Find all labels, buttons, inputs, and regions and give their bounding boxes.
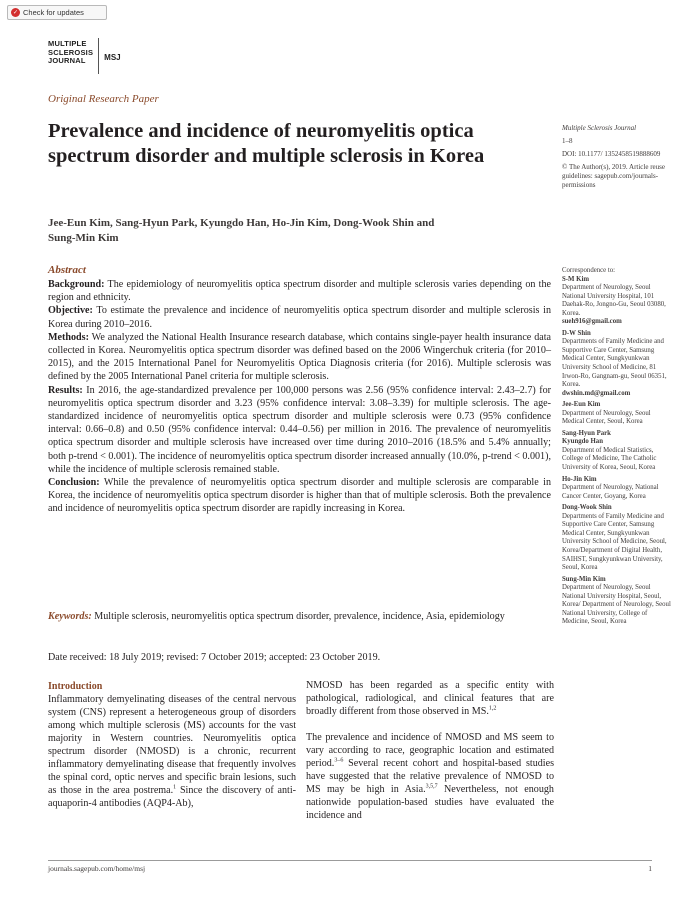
logo-wordmark xyxy=(48,40,93,66)
abstract-results xyxy=(48,384,551,476)
intro-paragraph-3 xyxy=(306,731,554,822)
intro-text-6: Nevertheless, not enough nationwide population-based studies have evaluated the incidence and xyxy=(306,784,554,821)
intro-paragraph-2 xyxy=(306,679,554,718)
author-affiliation: Department of Neurology, Seoul Medical Center, Seoul, Korea xyxy=(562,409,651,426)
keywords-text: Multiple sclerosis, neuromyelitis optica spectrum disorder, prevalence, incidence, Asia, epidemiology xyxy=(94,611,505,622)
intro-text-2: Since the discovery of anti-aquaporin-4 antibodies (AQP4-Ab), xyxy=(48,785,296,809)
logo-line-3: JOURNAL xyxy=(48,56,86,65)
page-range: 1–8 xyxy=(562,137,573,145)
logo-line-1: MULTIPLE xyxy=(48,39,87,48)
objective-label: Objective: xyxy=(48,305,93,317)
author-affiliation: Department of Neurology, Seoul National University Hospital, 101 Daehak-Ro, Jongno-Gu, Seoul 03080, Korea. xyxy=(562,284,666,317)
intro-text-1: Inflammatory demyelinating diseases of the central nervous system (CNS) represent a heterogeneous group of disorders among which multiple sclerosis (MS) accounts for the vast majority in Western countries. Neuromyelitis optica spectrum disorder (NMOSD) is a chronic, recurrent inflammatory demyelinating disease that frequently involves the spinal cord, optic nerves and specific brain lesions, such as those in the area postrema. xyxy=(48,694,296,796)
article-title: Prevalence and incidence of neuromyelitis optica spectrum disorder and multiple sclerosis in Korea xyxy=(48,120,485,167)
methods-label: Methods: xyxy=(48,331,89,343)
logo-line-2: SCLEROSIS xyxy=(48,47,94,57)
body-column-left xyxy=(48,680,296,810)
copyright-notice: © The Author(s), 2019. Article reuse guidelines: sagepub.com/journals-permissions xyxy=(562,163,665,189)
results-label: Results: xyxy=(48,384,83,396)
correspondence-sidebar xyxy=(562,267,672,630)
abstract-methods xyxy=(48,331,551,384)
footer-divider xyxy=(48,860,652,861)
keywords-label: Keywords: xyxy=(48,611,92,622)
objective-text: To estimate the prevalence and incidence of neuromyelitis optica spectrum disorder and multiple sclerosis in Korea during 2010–2016. xyxy=(48,305,551,330)
author-email: dwshin.md@gmail.com xyxy=(562,389,631,397)
article-dates: Date received: 18 July 2019; revised: 7 October 2019; accepted: 23 October 2019. xyxy=(48,652,381,663)
intro-text-3: NMOSD has been regarded as a specific entity with pathological, radiological, and clinical features that are broadly different from those observed in MS. xyxy=(306,680,554,717)
doi: DOI: 10.1177/ 1352458519888609 xyxy=(562,150,661,158)
check-updates-label: Check for updates xyxy=(23,8,84,17)
citation-ref: 1 xyxy=(173,784,177,791)
author-name: Ho-Jin Kim xyxy=(562,475,597,483)
author-affiliation: Department of Medical Statistics, College of Medicine, The Catholic University of Korea, Seoul, Korea xyxy=(562,446,657,472)
intro-paragraph-1 xyxy=(48,693,296,810)
logo-divider xyxy=(98,38,99,74)
article-type: Original Research Paper xyxy=(48,93,159,105)
page-number: 1 xyxy=(648,864,652,873)
results-text: In 2016, the age-standardized prevalence per 100,000 persons was 2.56 (95% confidence interval: 2.43–2.7) for neuromyelitis optica spectrum disorder and 3.23 (95% confidence interval: 3.08–3.39) for multiple sclerosis. The age-standardized incidence of neuromyelitis optica spectrum disorder and multiple sclerosis were 0.73 (95% confidence interval: 0.66–0.8) and 0.50 (95% confidence interval: 0.44–0.56) per million in 2016. The prevalence of neuromyelitis optica spectrum disorder and multiple sclerosis have increased over time during 2010–2016 (18.5% and 5.4% annually; both p-trend < 0.001). The incidence of neuromyelitis optica spectrum disorder increased annually (10.0%, p-trend < 0.001), while the incidence of multiple sclerosis remained stable. xyxy=(48,384,552,475)
correspondence-author xyxy=(562,276,672,327)
article-meta xyxy=(562,124,670,194)
abstract-background xyxy=(48,278,551,304)
methods-text: We analyzed the National Health Insurance research database, which contains single-payer health insurance data collected in Korea. Neuromyelitis optica spectrum disorder was defined based on the 2006 Wingerchuk criteria (for 2010–2015), and the 2015 International Panel for Neuromyelitis Optica Diagnosis criteria (for 2016). Multiple sclerosis was defined by the 2005 International Panel criteria for multiple sclerosis. xyxy=(48,331,551,383)
introduction-heading: Introduction xyxy=(48,681,103,692)
affiliation-entry xyxy=(562,430,672,473)
affiliation-entry xyxy=(562,476,672,502)
author-affiliation: Department of Neurology, National Cancer Center, Goyang, Korea xyxy=(562,484,659,500)
keywords xyxy=(48,610,551,624)
correspondence-author xyxy=(562,330,672,398)
check-for-updates-button[interactable] xyxy=(7,5,107,20)
citation-ref: 3,5,7 xyxy=(425,783,438,790)
intro-text-4: The prevalence and incidence of NMOSD and MS seem to vary according to race, geographic location and estimated period. xyxy=(306,732,554,769)
author-name: Kyungdo Han xyxy=(562,438,603,446)
abstract-heading: Abstract xyxy=(48,264,86,276)
affiliation-entry xyxy=(562,504,672,572)
correspondence-label: Correspondence to: xyxy=(562,267,616,274)
author-affiliation: Department of Neurology, Seoul National University Hospital, Seoul, Korea/ Department of Neurology, Seoul National University, College of Medicine, Seoul, Korea xyxy=(562,584,671,626)
abstract-objective xyxy=(48,304,551,330)
intro-text-5: Several recent cohort and hospital-based studies have suggested that the relative prevalence of NMOSD to MS may be high in Asia. xyxy=(306,758,554,795)
affiliation-entry xyxy=(562,576,672,627)
conclusion-text: While the prevalence of neuromyelitis optica spectrum disorder and multiple sclerosis are comparable in Korea, the incidence of neuromyelitis optica spectrum disorder is higher than that of multiple sclerosis. Both the prevalence and incidence of neuromyelitis optica spectrum disorder are rapidly increasing in Korea. xyxy=(48,477,551,515)
background-text: The epidemiology of neuromyelitis optica spectrum disorder and multiple sclerosis varies depending on the region and ethnicity. xyxy=(48,279,551,304)
abstract-conclusion xyxy=(48,476,551,516)
abstract-body xyxy=(48,278,551,516)
author-affiliation: Departments of Family Medicine and Supportive Care Center, Samsung Medical Center, Sungkyunkwan University School of Medicine, Seoul, Korea/Department of Digital Health, SAIHST, Sungkyunkwan University, Seoul, Korea xyxy=(562,512,667,572)
author-name: Jee-Eun Kim xyxy=(562,401,601,409)
affiliation-entry xyxy=(562,401,672,427)
citation-ref: 1,2 xyxy=(488,705,497,712)
background-label: Background: xyxy=(48,279,105,290)
author-affiliation: Departments of Family Medicine and Supportive Care Center, Samsung Medical Center, Sungkyunkwan University School of Medicine, 81 Irwon-Ro, Gangnam-gu, Seoul 06351, Korea. xyxy=(562,338,667,389)
author-list: Jee-Eun Kim, Sang-Hyun Park, Kyungdo Han, Ho-Jin Kim, Dong-Wook Shin and Sung-Min Kim xyxy=(48,217,435,244)
journal-name: Multiple Sclerosis Journal xyxy=(562,124,637,132)
footer-journal-url[interactable]: journals.sagepub.com/home/msj xyxy=(48,864,146,873)
body-column-right xyxy=(306,679,554,822)
author-email: sueh916@gmail.com xyxy=(562,318,622,326)
logo-abbreviation: MSJ xyxy=(104,53,121,62)
citation-ref: 3–6 xyxy=(334,757,344,764)
author-name: Sang-Hyun Park xyxy=(562,429,611,437)
journal-logo xyxy=(48,40,121,74)
author-name: Sung-Min Kim xyxy=(562,575,606,583)
author-name: S-M Kim xyxy=(562,275,589,283)
check-updates-icon: ✓ xyxy=(12,10,19,16)
conclusion-label: Conclusion: xyxy=(48,477,100,489)
author-name: D-W Shin xyxy=(562,329,591,337)
author-name: Dong-Wook Shin xyxy=(562,504,612,512)
